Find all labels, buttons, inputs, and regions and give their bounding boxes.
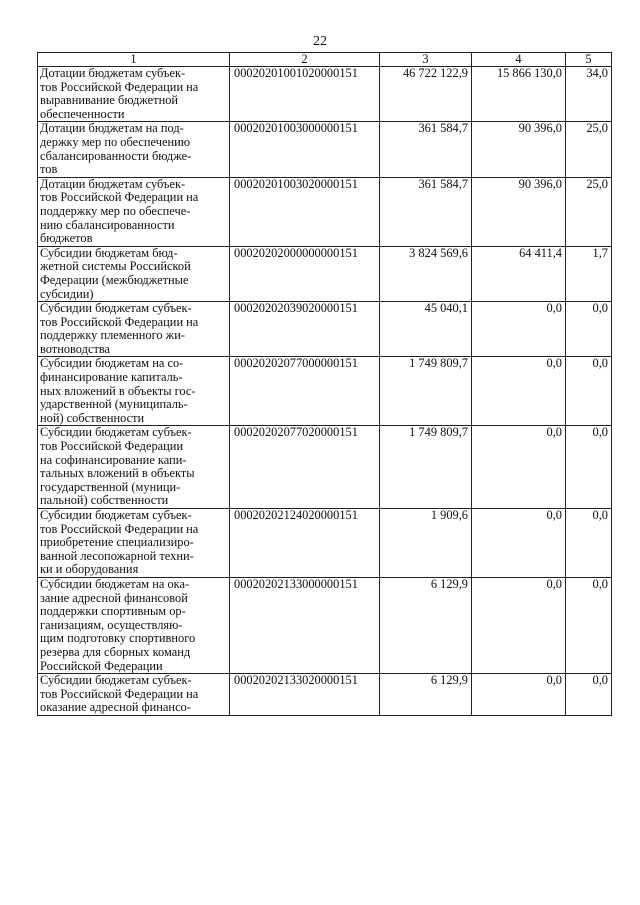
cell-percent: 25,0 xyxy=(566,177,612,246)
header-row xyxy=(38,53,612,67)
cell-actual: 0,0 xyxy=(472,426,566,509)
cell-plan: 6 129,9 xyxy=(380,577,472,673)
cell-actual: 0,0 xyxy=(472,302,566,357)
cell-actual: 0,0 xyxy=(472,674,566,716)
header-col-1: 1 xyxy=(38,53,230,67)
cell-actual: 90 396,0 xyxy=(472,177,566,246)
cell-code: 00020202000000000151 xyxy=(230,246,380,301)
table-row xyxy=(38,509,612,578)
table-row xyxy=(38,302,612,357)
header-col-2: 2 xyxy=(230,53,380,67)
cell-name: Субсидии бюджетам субъек- тов Российской Федерации на приобретение специализиро- ванной лесопожарной техни- ки и оборудования xyxy=(38,509,230,578)
cell-code: 00020202077020000151 xyxy=(230,426,380,509)
cell-name: Субсидии бюджетам субъек- тов Российской Федерации на софинансирование капи- тальных вложений в объекты государственной (муници- пальной) собственности xyxy=(38,426,230,509)
cell-actual: 0,0 xyxy=(472,357,566,426)
cell-plan: 1 749 809,7 xyxy=(380,357,472,426)
table-header xyxy=(38,53,612,67)
table-row xyxy=(38,122,612,177)
cell-code: 00020201003000000151 xyxy=(230,122,380,177)
table-row xyxy=(38,246,612,301)
cell-percent: 0,0 xyxy=(566,426,612,509)
cell-name: Дотации бюджетам субъек- тов Российской Федерации на выравнивание бюджетной обеспеченности xyxy=(38,67,230,122)
table-row xyxy=(38,177,612,246)
cell-percent: 0,0 xyxy=(566,577,612,673)
cell-actual: 90 396,0 xyxy=(472,122,566,177)
table-row xyxy=(38,577,612,673)
cell-plan: 1 909,6 xyxy=(380,509,472,578)
cell-code: 00020202039020000151 xyxy=(230,302,380,357)
cell-percent: 0,0 xyxy=(566,302,612,357)
budget-table xyxy=(37,52,612,716)
cell-code: 00020202124020000151 xyxy=(230,509,380,578)
table-row xyxy=(38,67,612,122)
cell-actual: 0,0 xyxy=(472,509,566,578)
cell-actual: 0,0 xyxy=(472,577,566,673)
cell-percent: 25,0 xyxy=(566,122,612,177)
header-col-3: 3 xyxy=(380,53,472,67)
cell-code: 00020201003020000151 xyxy=(230,177,380,246)
cell-plan: 1 749 809,7 xyxy=(380,426,472,509)
cell-name: Субсидии бюджетам бюд- жетной системы Российской Федерации (межбюджетные субсидии) xyxy=(38,246,230,301)
header-col-4: 4 xyxy=(472,53,566,67)
cell-name: Субсидии бюджетам субъек- тов Российской Федерации на поддержку племенного жи- вотноводства xyxy=(38,302,230,357)
cell-plan: 361 584,7 xyxy=(380,177,472,246)
table-body xyxy=(38,67,612,716)
cell-name: Субсидии бюджетам субъек- тов Российской Федерации на оказание адресной финансо- xyxy=(38,674,230,716)
cell-percent: 0,0 xyxy=(566,357,612,426)
cell-name: Дотации бюджетам на под- держку мер по обеспечению сбалансированности бюдже- тов xyxy=(38,122,230,177)
table-row xyxy=(38,674,612,716)
cell-plan: 6 129,9 xyxy=(380,674,472,716)
cell-plan: 3 824 569,6 xyxy=(380,246,472,301)
table-row xyxy=(38,426,612,509)
cell-plan: 46 722 122,9 xyxy=(380,67,472,122)
cell-percent: 0,0 xyxy=(566,674,612,716)
cell-plan: 45 040,1 xyxy=(380,302,472,357)
cell-name: Субсидии бюджетам на ока- зание адресной финансовой поддержки спортивным ор- ганизациям, осуществляю- щим подготовку спортивного резерва для сборных команд Российской Федерации xyxy=(38,577,230,673)
cell-plan: 361 584,7 xyxy=(380,122,472,177)
header-col-5: 5 xyxy=(566,53,612,67)
page-number: 22 xyxy=(313,34,327,49)
cell-percent: 1,7 xyxy=(566,246,612,301)
cell-code: 00020202077000000151 xyxy=(230,357,380,426)
cell-name: Субсидии бюджетам на со- финансирование капиталь- ных вложений в объекты гос- ударственной (муниципаль- ной) собственности xyxy=(38,357,230,426)
cell-name: Дотации бюджетам субъек- тов Российской Федерации на поддержку мер по обеспече- нию сбалансированности бюджетов xyxy=(38,177,230,246)
cell-actual: 15 866 130,0 xyxy=(472,67,566,122)
cell-code: 00020202133000000151 xyxy=(230,577,380,673)
table-row xyxy=(38,357,612,426)
cell-actual: 64 411,4 xyxy=(472,246,566,301)
cell-percent: 0,0 xyxy=(566,509,612,578)
cell-percent: 34,0 xyxy=(566,67,612,122)
cell-code: 00020202133020000151 xyxy=(230,674,380,716)
cell-code: 00020201001020000151 xyxy=(230,67,380,122)
